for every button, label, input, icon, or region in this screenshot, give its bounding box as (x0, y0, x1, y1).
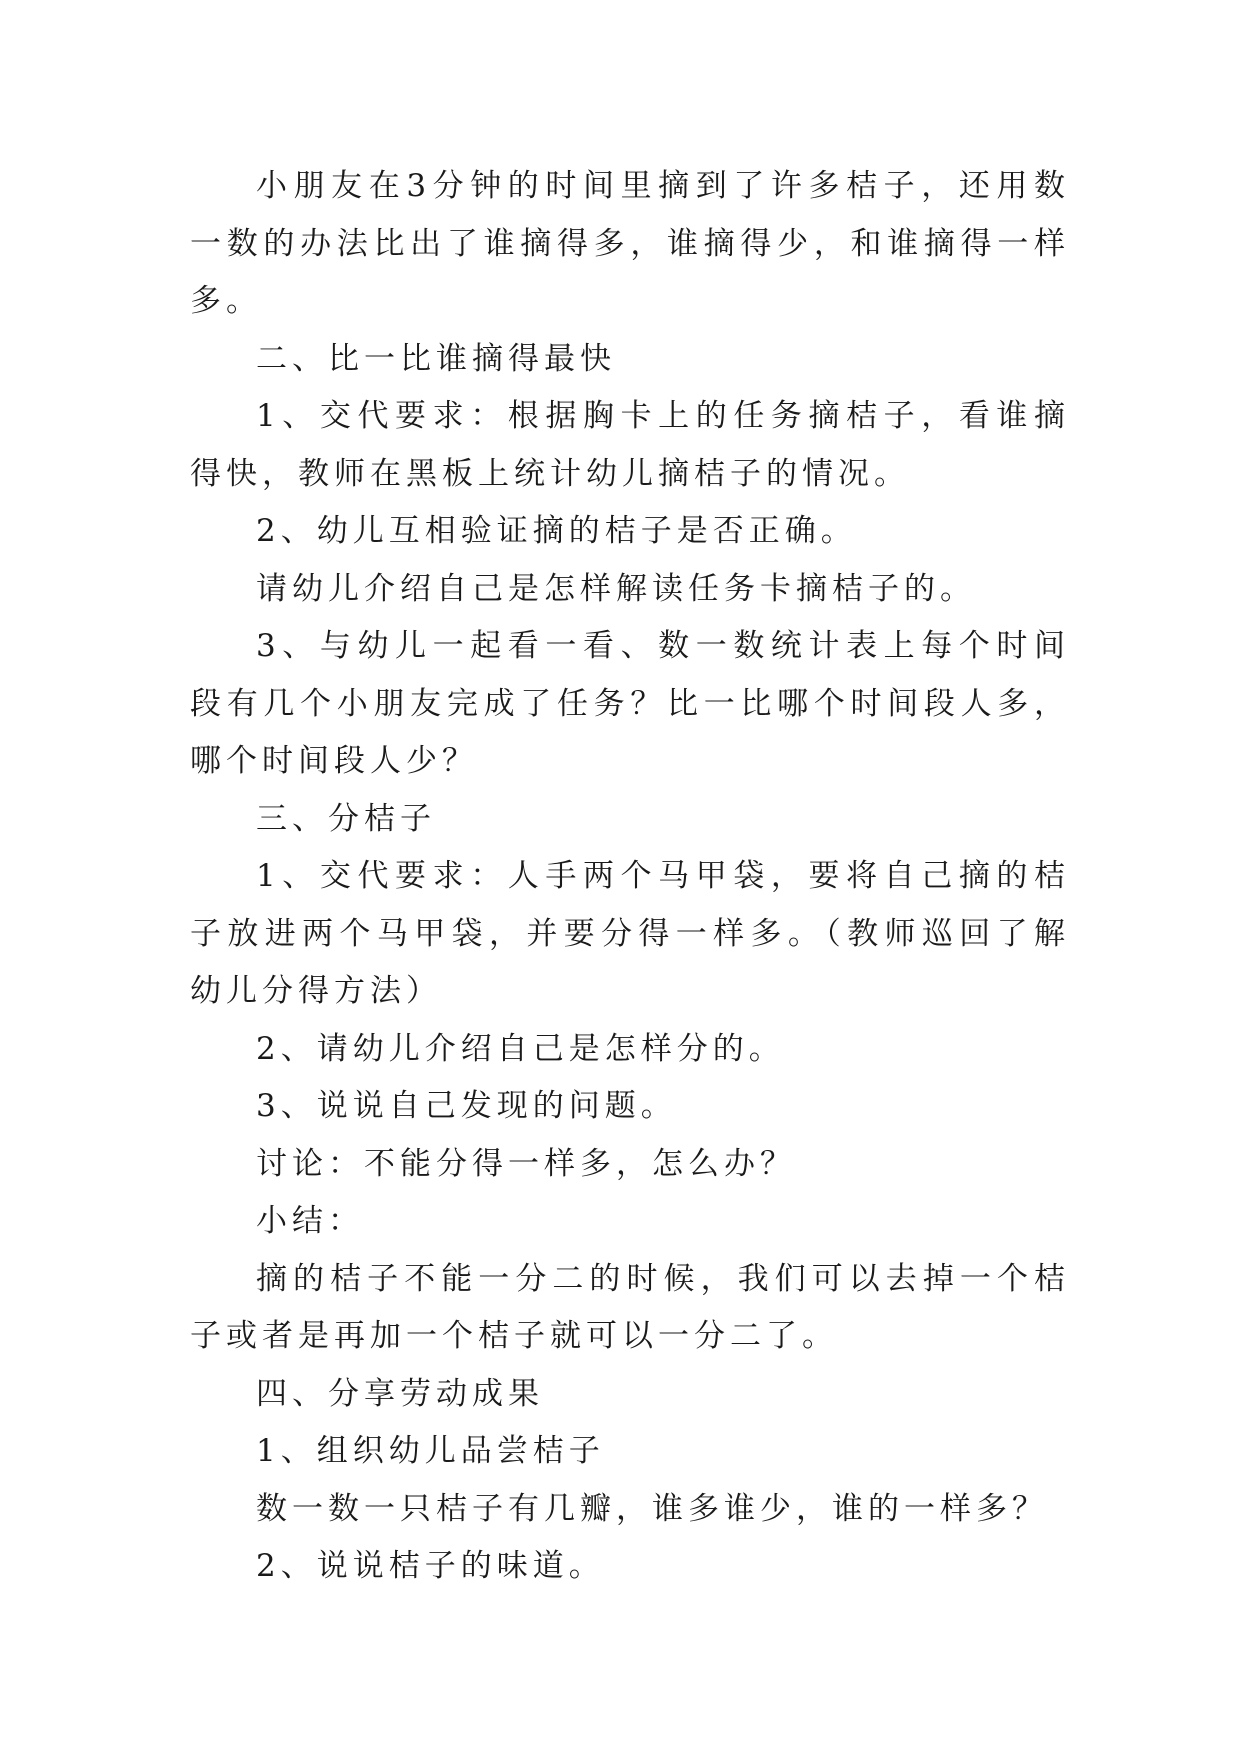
paragraph-discussion: 讨论：不能分得一样多，怎么办？ (256, 1145, 796, 1182)
paragraph-4-2: 2、说说桔子的味道。 (256, 1548, 605, 1584)
paragraph-2-2: 2、幼儿互相验证摘的桔子是否正确。 (256, 513, 857, 549)
paragraph-2-2-note: 请幼儿介绍自己是怎样解读任务卡摘桔子的。 (256, 570, 976, 607)
paragraph-3-3: 3、说说自己发现的问题。 (256, 1088, 677, 1124)
paragraph-3-2: 2、请幼儿介绍自己是怎样分的。 (256, 1030, 785, 1067)
document-body (190, 158, 1070, 1596)
paragraph-4-1: 1、组织幼儿品尝桔子 (256, 1433, 605, 1469)
paragraph-2-1: 1、交代要求：根据胸卡上的任务摘桔子，看谁摘得快，教师在黑板上统计幼儿摘桔子的情况。 (190, 398, 1070, 492)
section-heading-4: 四、分享劳动成果 (256, 1375, 544, 1412)
section-heading-3: 三、分桔子 (256, 800, 436, 837)
paragraph-3-1: 1、交代要求：人手两个马甲袋，要将自己摘的桔子放进两个马甲袋，并要分得一样多。（教师巡回了解幼儿分得方法） (190, 858, 1070, 1009)
paragraph-4-1-note: 数一数一只桔子有几瓣，谁多谁少，谁的一样多？ (256, 1490, 1048, 1527)
section-heading-2: 二、比一比谁摘得最快 (256, 340, 616, 377)
paragraph-summary-text: 摘的桔子不能一分二的时候，我们可以去掉一个桔子或者是再加一个桔子就可以一分二了。 (190, 1260, 1070, 1354)
paragraph-summary: 小朋友在3分钟的时间里摘到了许多桔子，还用数一数的办法比出了谁摘得多，谁摘得少，和谁摘得一样多。 (190, 168, 1070, 319)
paragraph-2-3: 3、与幼儿一起看一看、数一数统计表上每个时间段有几个小朋友完成了任务？比一比哪个时间段人多，哪个时间段人少？ (190, 628, 1070, 779)
paragraph-summary-label: 小结： (256, 1203, 364, 1239)
